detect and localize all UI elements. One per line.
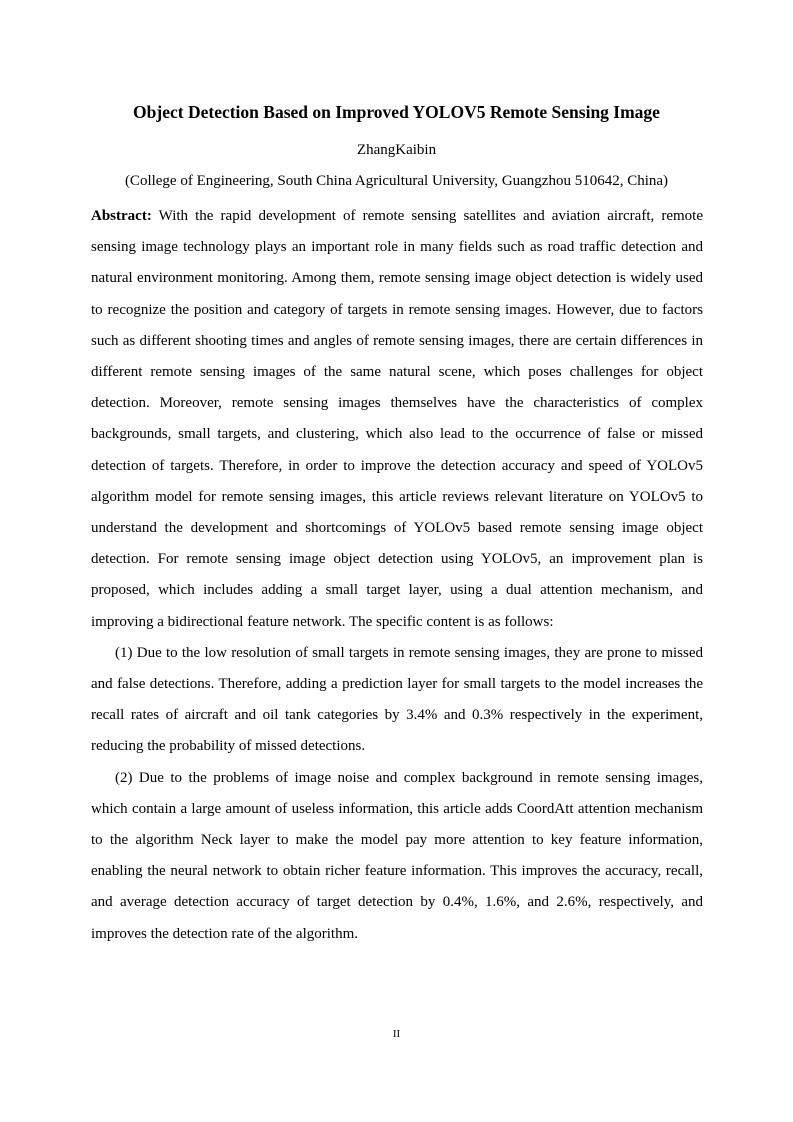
abstract-point-1: (1) Due to the low resolution of small targets in remote sensing images, they are prone to missed and false detections. Therefore, adding a prediction layer for small targets to the model increases the recall rates of aircraft and oil tank categories by 3.4% and 0.3% respectively in the experiment, reducing the probability of missed detections. bbox=[91, 644, 703, 755]
paper-title: Object Detection Based on Improved YOLOV5 Remote Sensing Image bbox=[133, 102, 660, 122]
abstract-label: Abstract: bbox=[91, 208, 152, 224]
abstract-point-2: (2) Due to the problems of image noise and complex background in remote sensing images, which contain a large amount of useless information, this article adds CoordAtt attention mechanism to the algorithm Neck layer to make the model pay more attention to key feature information, enabling the neural network to obtain richer feature information. This improves the accuracy, recall, and average detection accuracy of target detection by 0.4%, 1.6%, and 2.6%, respectively, and improves the detection rate of the algorithm. bbox=[91, 769, 703, 942]
author-affiliation: (College of Engineering, South China Agricultural University, Guangzhou 510642, China) bbox=[124, 173, 669, 189]
abstract-intro-text: With the rapid development of remote sensing satellites and aviation aircraft, remote sensing image technology plays an important role in many fields such as road traffic detection and natural environment monitoring. Among them, remote sensing image object detection is widely used to recognize the position and category of targets in remote sensing images. However, due to factors such as different shooting times and angles of remote sensing images, there are certain differences in different remote sensing images of the same natural scene, which poses challenges for object detection. Moreover, remote sensing images themselves have the characteristics of complex backgrounds, small targets, and clustering, which also lead to the occurrence of false or missed detection of targets. Therefore, in order to improve the detection accuracy and speed of YOLOv5 algorithm model for remote sensing images, this article reviews relevant literature on YOLOv5 to understand the development and shortcomings of YOLOv5 based remote sensing image object detection. For remote sensing image object detection using YOLOv5, an improvement plan is proposed, which includes adding a small target layer, using a dual attention mechanism, and improving a bidirectional feature network. The specific content is as follows: bbox=[91, 208, 703, 630]
author-name: ZhangKaibin bbox=[356, 142, 437, 158]
page-number: II bbox=[392, 1028, 401, 1040]
abstract-paragraph bbox=[91, 201, 703, 638]
abstract-section bbox=[91, 201, 703, 950]
